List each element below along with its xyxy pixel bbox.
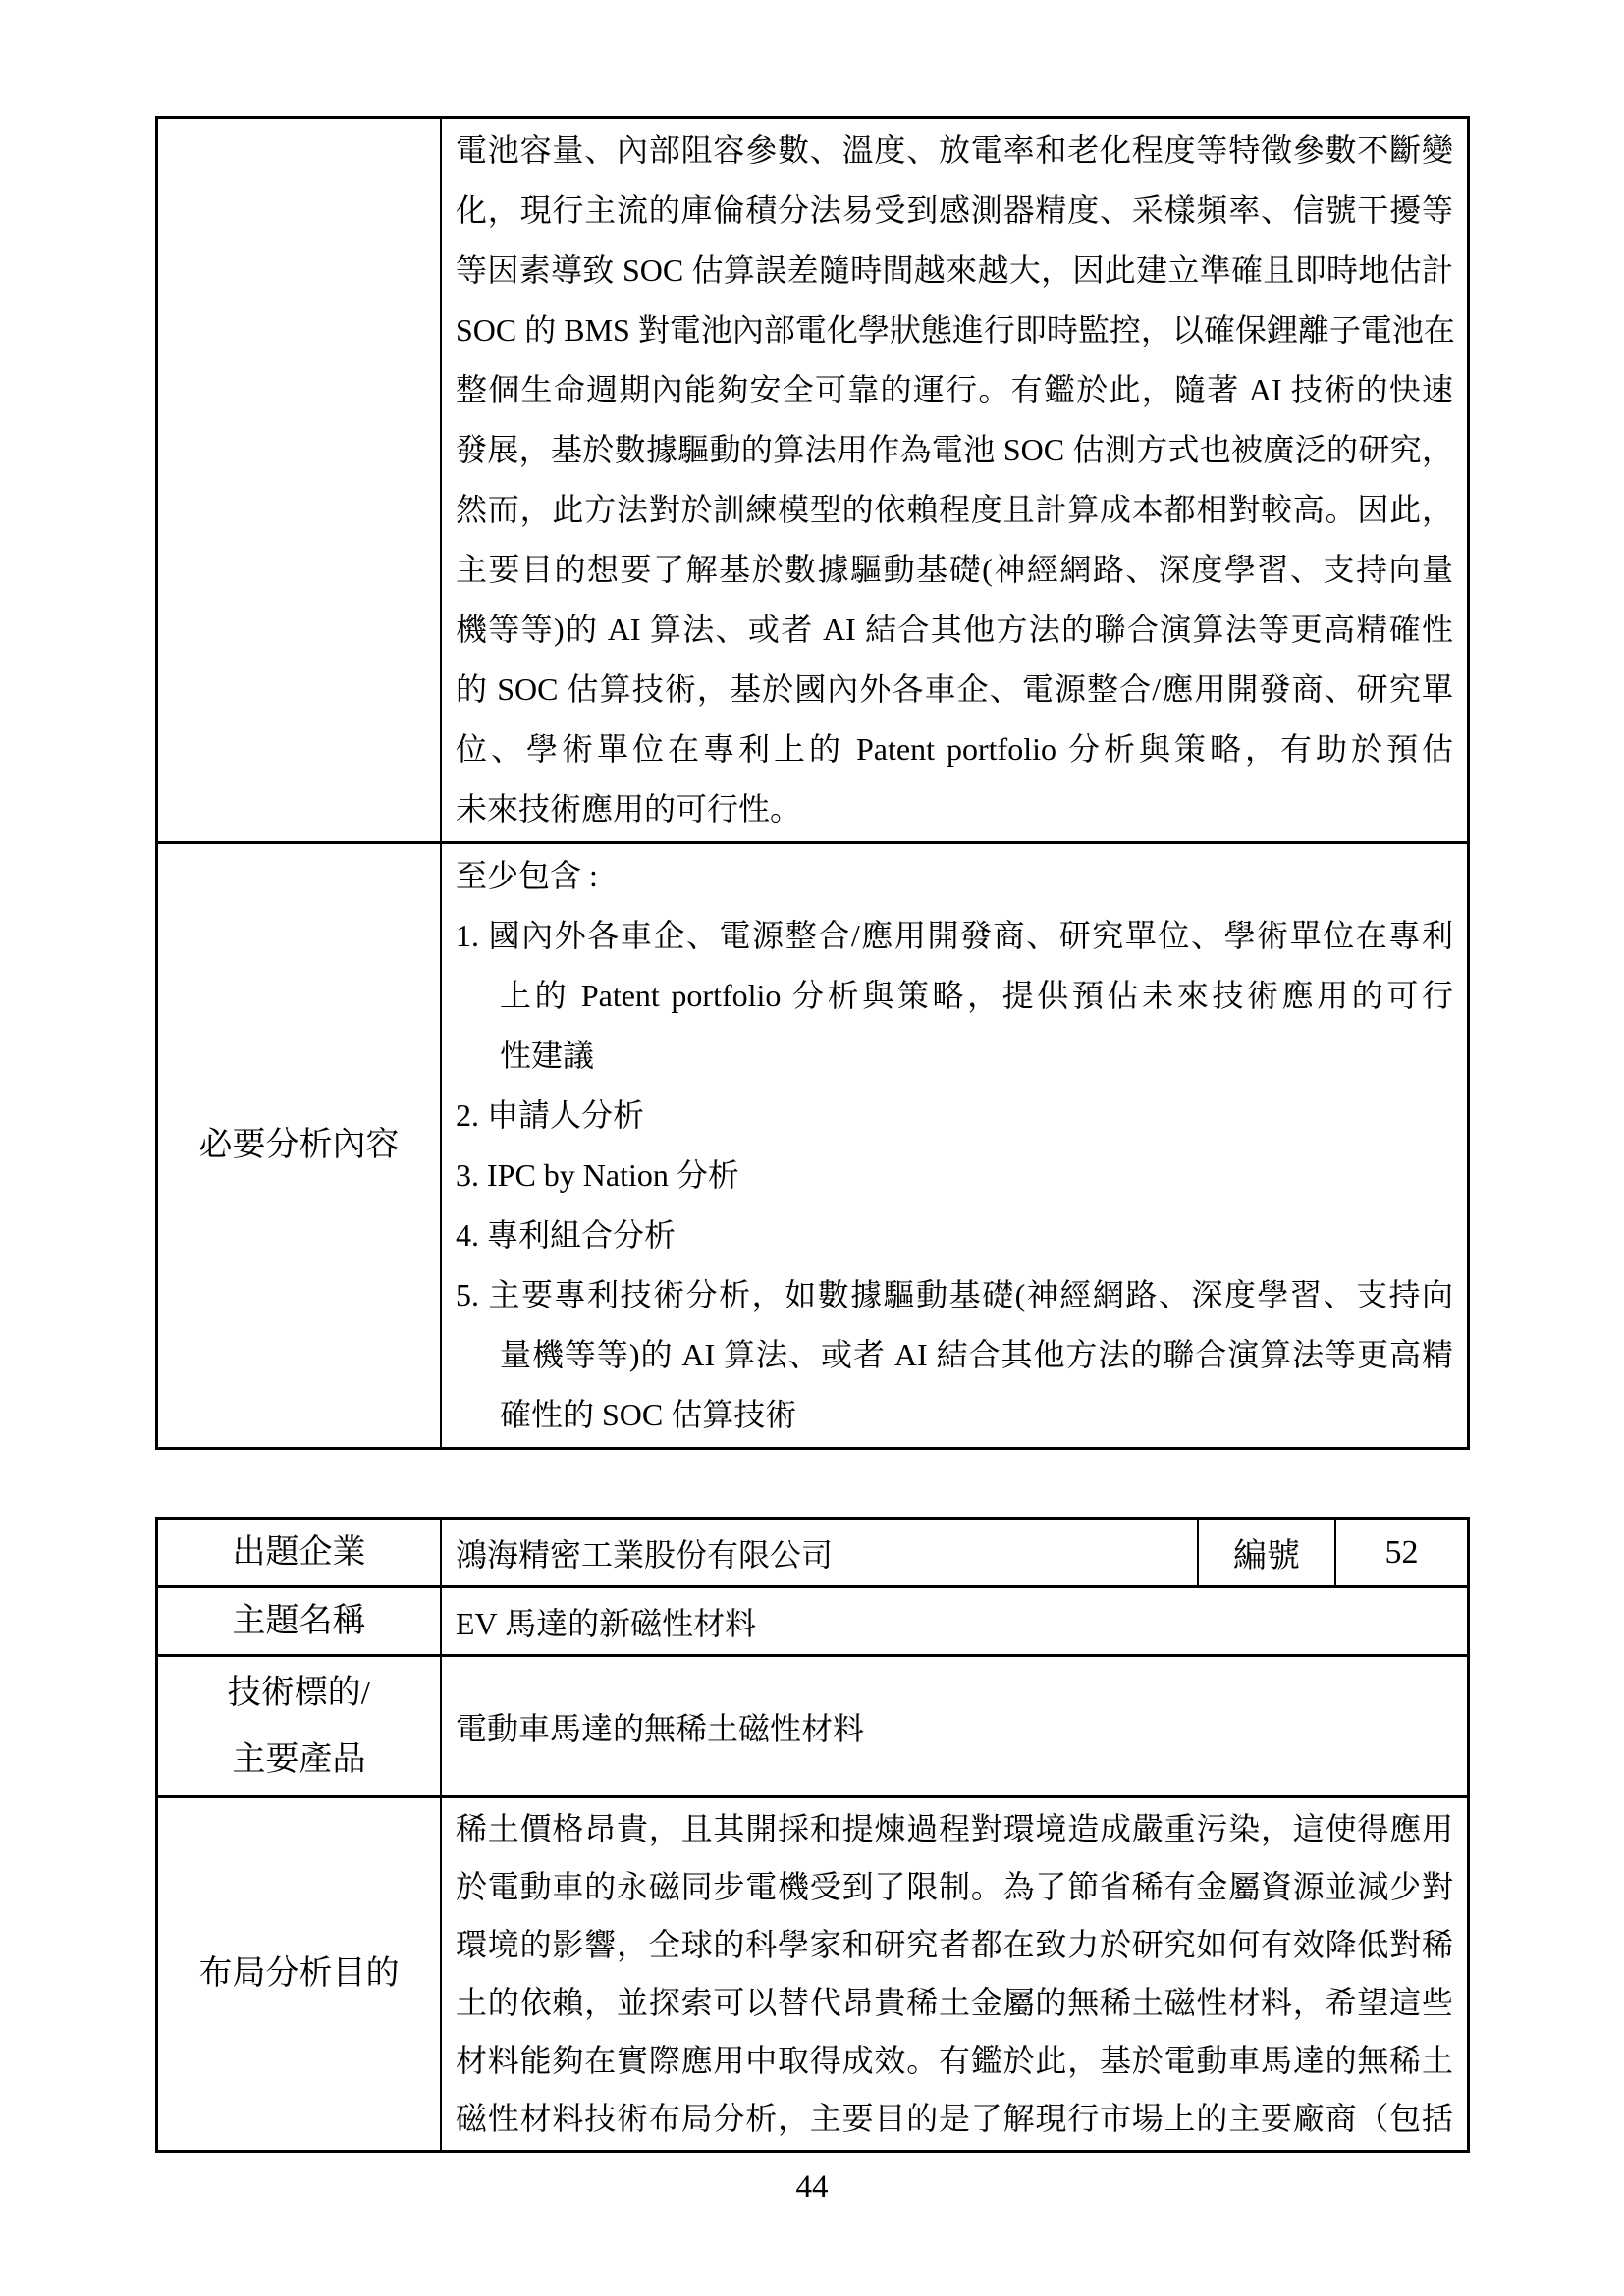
- text-line: 稀土價格昂貴，且其開採和提煉過程對環境造成嚴重污染，這使得應用: [456, 1811, 1453, 1846]
- layout-analysis-purpose-row: [158, 1795, 1467, 2150]
- list-item-continuation: 確性的 SOC 估算技術: [500, 1397, 797, 1432]
- tech-target-text: 電動車馬達的無稀土磁性材料: [456, 1710, 865, 1746]
- company-row: [158, 1520, 1467, 1585]
- text-line: 的 SOC 估算技術，基於國內外各車企、電源整合/應用開發商、研究單: [456, 671, 1453, 707]
- list-item: 1. 國內外各車企、電源整合/應用開發商、研究單位、學術單位在專利: [456, 918, 1453, 953]
- tech-target-label: [158, 1657, 442, 1795]
- layout-analysis-purpose-label: [158, 1798, 442, 2150]
- label-text: 布局分析目的: [198, 1955, 400, 1992]
- code-label-text: 編號: [1233, 1538, 1300, 1575]
- text-line: 土的依賴，並探索可以替代昂貴稀土金屬的無稀土磁性材料，希望這些: [456, 1985, 1453, 2020]
- list-item-continuation: 性建議: [500, 1038, 595, 1073]
- text-line: SOC 的 BMS 對電池內部電化學狀態進行即時監控，以確保鋰離子電池在: [456, 312, 1455, 347]
- tech-target-row: [158, 1654, 1467, 1795]
- topic-title-row: [158, 1585, 1467, 1654]
- analysis-purpose-text-cell: [442, 119, 1467, 841]
- table-row: [158, 119, 1467, 841]
- text-line: 磁性材料技術布局分析，主要目的是了解現行市場上的主要廠商（包括: [456, 2101, 1453, 2136]
- code-value-text: 52: [1384, 1533, 1419, 1571]
- code-value-cell: [1334, 1520, 1467, 1585]
- text-line: 整個生命週期內能夠安全可靠的運行。有鑑於此，隨著 AI 技術的快速: [456, 372, 1453, 407]
- text-line: 位、學術單位在專利上的 Patent portfolio 分析與策略，有助於預估: [456, 731, 1453, 767]
- topic-52-table: [155, 1517, 1470, 2153]
- company-name-text: 鴻海精密工業股份有限公司: [456, 1536, 834, 1573]
- text-line: 化，現行主流的庫倫積分法易受到感測器精度、采樣頻率、信號干擾等: [456, 192, 1453, 228]
- topic-title-value: [442, 1588, 1467, 1654]
- label-text: 必要分析內容: [198, 1127, 400, 1163]
- list-item: 5. 主要專利技術分析，如數據驅動基礎(神經網路、深度學習、支持向: [456, 1277, 1453, 1312]
- company-label: [158, 1520, 442, 1585]
- code-label-cell: [1197, 1520, 1334, 1585]
- text-line: 等因素導致 SOC 估算誤差隨時間越來越大，因此建立準確且即時地估計: [456, 252, 1453, 288]
- required-analysis-content-cell: [442, 844, 1467, 1447]
- table-row: [158, 841, 1467, 1447]
- list-item-continuation: 量機等等)的 AI 算法、或者 AI 結合其他方法的聯合演算法等更高精: [500, 1337, 1453, 1372]
- topic-title-text: EV 馬達的新磁性材料: [456, 1605, 757, 1641]
- list-item: 2. 申請人分析: [456, 1097, 645, 1133]
- topic-title-label: [158, 1588, 442, 1654]
- label-text: 主要產品: [232, 1740, 366, 1778]
- text-line: 未來技術應用的可行性。: [456, 791, 802, 827]
- layout-analysis-purpose-text-cell: [442, 1798, 1467, 2150]
- company-value: [442, 1520, 1197, 1585]
- text-line: 至少包含 :: [456, 858, 598, 893]
- required-analysis-label: [158, 844, 442, 1447]
- list-item-continuation: 上的 Patent portfolio 分析與策略，提供預估未來技術應用的可行: [500, 978, 1453, 1013]
- label-cell-empty: [158, 119, 442, 841]
- text-line: 電池容量、內部阻容參數、溫度、放電率和老化程度等特徵參數不斷變: [456, 133, 1453, 168]
- list-item: 3. IPC by Nation 分析: [456, 1157, 739, 1193]
- label-text: 出題企業: [232, 1533, 366, 1571]
- text-line: 環境的影響，全球的科學家和研究者都在致力於研究如何有效降低對稀: [456, 1927, 1453, 1962]
- page-number: 44: [795, 2169, 829, 2205]
- text-line: 然而，此方法對於訓練模型的依賴程度且計算成本都相對較高。因此，: [456, 492, 1453, 527]
- text-line: 材料能夠在實際應用中取得成效。有鑑於此，基於電動車馬達的無稀土: [456, 2043, 1453, 2078]
- label-text: 主題名稱: [232, 1602, 366, 1639]
- text-line: 機等等)的 AI 算法、或者 AI 結合其他方法的聯合演算法等更高精確性: [456, 612, 1453, 647]
- analysis-table-continuation: [155, 116, 1470, 1450]
- text-line: 於電動車的永磁同步電機受到了限制。為了節省稀有金屬資源並減少對: [456, 1869, 1453, 1904]
- text-line: 發展，基於數據驅動的算法用作為電池 SOC 估測方式也被廣泛的研究，: [456, 432, 1453, 467]
- text-line: 主要目的想要了解基於數據驅動基礎(神經網路、深度學習、支持向量: [456, 552, 1453, 587]
- list-item: 4. 專利組合分析: [456, 1217, 677, 1253]
- tech-target-value: [442, 1657, 1467, 1795]
- label-text: 技術標的/: [227, 1674, 371, 1711]
